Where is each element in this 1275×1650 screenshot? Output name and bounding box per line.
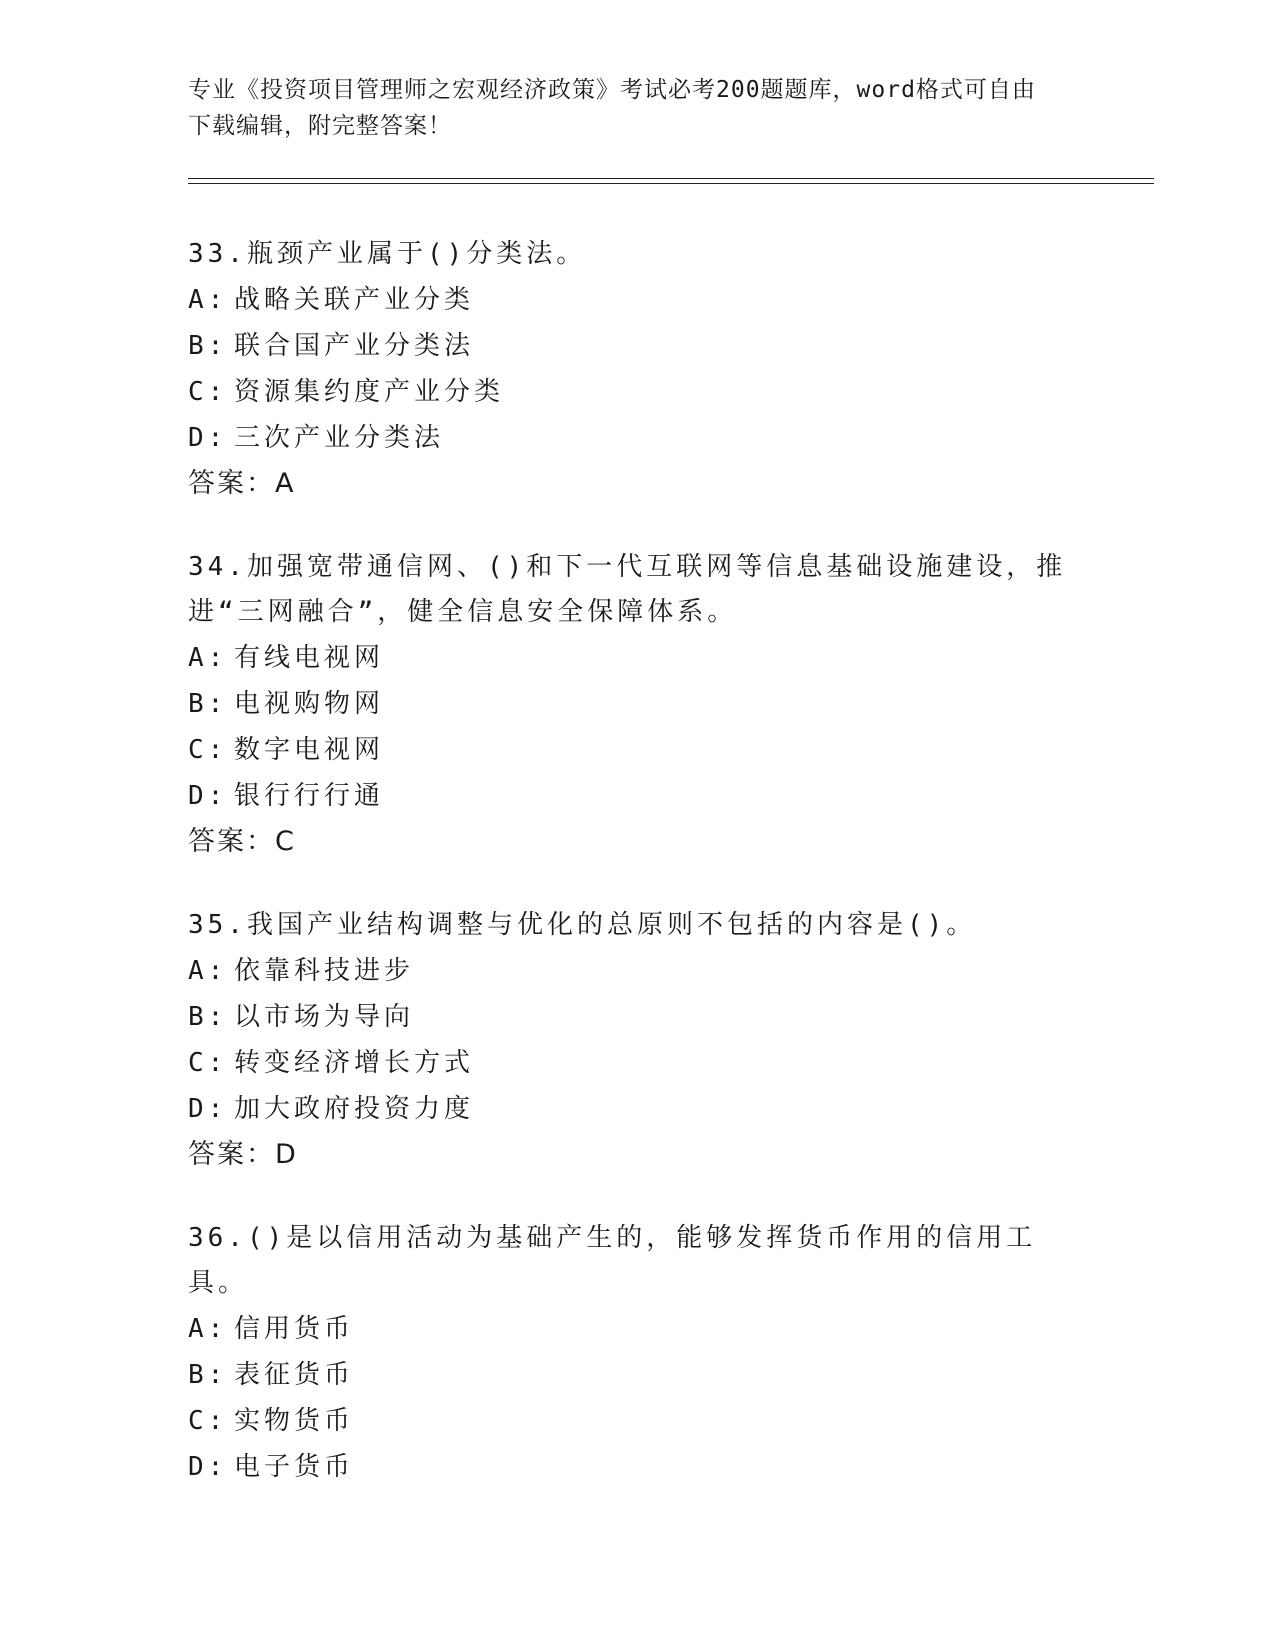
option-letter: C: xyxy=(188,735,228,765)
option-letter: D: xyxy=(188,1094,228,1124)
option-letter: B: xyxy=(188,331,228,361)
question-text: 35.我国产业结构调整与优化的总原则不包括的内容是()。 xyxy=(188,910,977,940)
option-text: 三次产业分类法 xyxy=(234,423,445,453)
option-letter: B: xyxy=(188,689,228,719)
option-b xyxy=(188,994,1088,1040)
option-d xyxy=(188,415,1088,461)
option-text: 依靠科技进步 xyxy=(234,956,415,986)
option-letter: A: xyxy=(188,285,228,315)
option-c xyxy=(188,1040,1088,1086)
question-item xyxy=(188,232,1088,507)
header-line-1: 专业《投资项目管理师之宏观经济政策》考试必考200题题库，word格式可自由 xyxy=(188,77,1036,103)
question-item xyxy=(188,1216,1088,1490)
option-letter: C: xyxy=(188,1048,228,1078)
option-a xyxy=(188,948,1088,994)
question-text: 36.()是以信用活动为基础产生的，能够发挥货币作用的信用工具。 xyxy=(188,1223,1037,1298)
question-list xyxy=(188,232,1088,1528)
option-c xyxy=(188,727,1088,773)
header-line-2: 下载编辑，附完整答案！ xyxy=(188,113,452,139)
question-text: 33.瓶颈产业属于()分类法。 xyxy=(188,239,587,269)
option-letter: D: xyxy=(188,423,228,453)
option-text: 战略关联产业分类 xyxy=(234,285,475,315)
option-letter: A: xyxy=(188,643,228,673)
option-text: 联合国产业分类法 xyxy=(234,331,475,361)
option-letter: A: xyxy=(188,956,228,986)
option-text: 转变经济增长方式 xyxy=(234,1048,475,1078)
option-text: 信用货币 xyxy=(234,1314,355,1344)
option-letter: C: xyxy=(188,377,228,407)
option-text: 银行行行通 xyxy=(234,781,385,811)
header-divider-bottom xyxy=(188,183,1154,184)
option-c xyxy=(188,1398,1088,1444)
option-letter: D: xyxy=(188,1452,228,1482)
option-letter: D: xyxy=(188,781,228,811)
option-text: 加大政府投资力度 xyxy=(234,1094,475,1124)
option-text: 电子货币 xyxy=(234,1452,355,1482)
option-text: 以市场为导向 xyxy=(234,1002,415,1032)
option-letter: C: xyxy=(188,1406,228,1436)
option-text: 电视购物网 xyxy=(234,689,385,719)
answer-line: 答案：D xyxy=(188,1139,298,1170)
option-d xyxy=(188,773,1088,819)
question-item xyxy=(188,545,1088,865)
answer-line: 答案：A xyxy=(188,468,296,499)
option-d xyxy=(188,1086,1088,1132)
option-letter: B: xyxy=(188,1360,228,1390)
option-text: 数字电视网 xyxy=(234,735,385,765)
option-d xyxy=(188,1444,1088,1490)
option-text: 实物货币 xyxy=(234,1406,355,1436)
option-a xyxy=(188,277,1088,323)
option-b xyxy=(188,681,1088,727)
option-text: 有线电视网 xyxy=(234,643,385,673)
document-header xyxy=(188,72,1088,144)
option-b xyxy=(188,323,1088,369)
header-divider-top xyxy=(188,178,1154,179)
option-a xyxy=(188,1306,1088,1352)
option-letter: A: xyxy=(188,1314,228,1344)
option-text: 资源集约度产业分类 xyxy=(234,377,505,407)
option-c xyxy=(188,369,1088,415)
option-text: 表征货币 xyxy=(234,1360,355,1390)
option-b xyxy=(188,1352,1088,1398)
option-letter: B: xyxy=(188,1002,228,1032)
answer-line: 答案：C xyxy=(188,826,296,857)
option-a xyxy=(188,635,1088,681)
question-item xyxy=(188,903,1088,1178)
question-text: 34.加强宽带通信网、()和下一代互联网等信息基础设施建设，推进“三网融合”，健全信息安全保障体系。 xyxy=(188,552,1067,627)
